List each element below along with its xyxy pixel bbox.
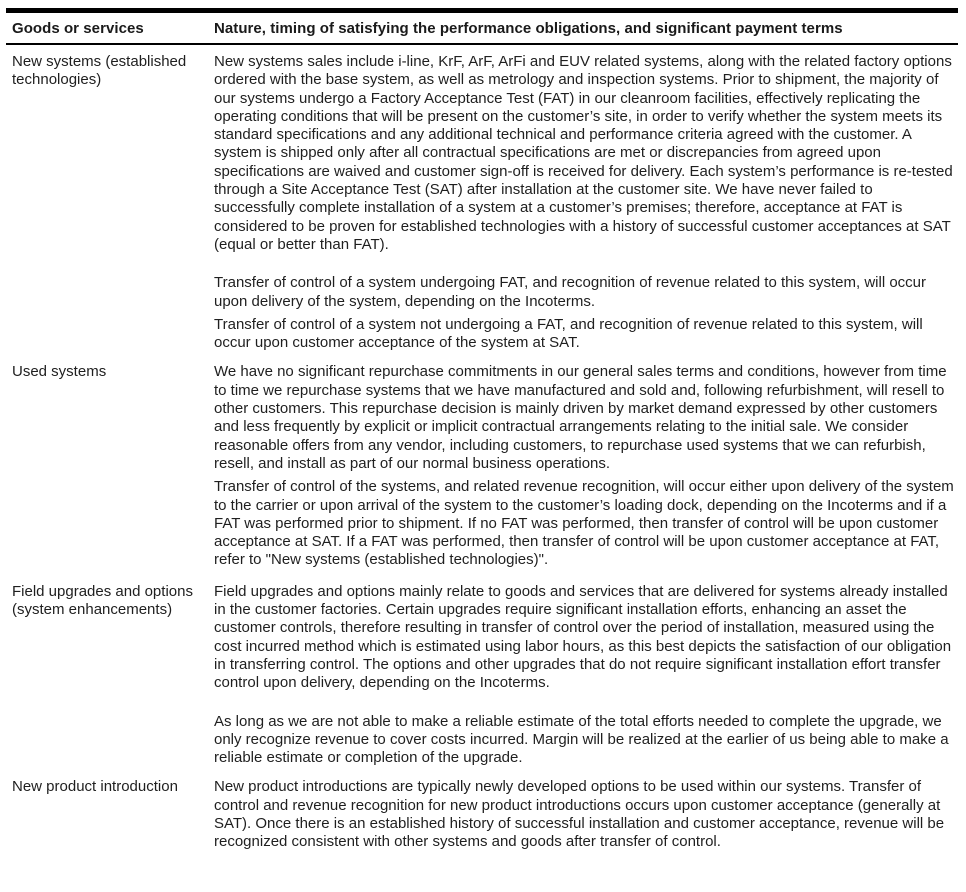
goods-cell: New product introduction [12, 778, 178, 796]
table-row-new-systems [6, 44, 958, 352]
goods-cell: New systems (established technologies) [12, 53, 187, 89]
table-row-used-systems [6, 352, 958, 569]
nature-cell [210, 44, 958, 352]
paragraph: Transfer of control of a system not undergoing a FAT, and recognition of revenue related to this system, will occur upon customer acceptance of the system at SAT. [214, 315, 923, 352]
column-header-nature: Nature, timing of satisfying the performance obligations, and significant payment terms [210, 11, 958, 45]
paragraph: Transfer of control of a system undergoing FAT, and recognition of revenue related to this system, will occur upon delivery of the system, depending on the Incoterms. [214, 274, 927, 310]
table-header [6, 11, 958, 45]
paragraph: Field upgrades and options mainly relate to goods and services that are delivered for systems already installed in the customer factories. Certain upgrades require significant installation efforts, enhancing an asset the customer controls, therefore resulting in transfer of control over the period of installation, measured using the cost incurred method which is estimated using labor hours, as this best depicts the satisfaction of our obligation in transferring control. The options and other upgrades that do not require significant installation effort transfer control upon delivery, depending on the Incoterms. [214, 582, 952, 692]
header-row [6, 11, 958, 45]
paragraph: We have no significant repurchase commitments in our general sales terms and conditions, however from time to time we repurchase systems that we have manufactured and sold and, following refurbishment, will resell to other customers. This repurchase decision is mainly driven by market demand expressed by other customers and less frequently by explicit or implicit contractual arrangements relating to the initial sale. We consider reasonable offers from any vendor, including customers, to repurchase used systems that we can refurbish, resell, and install as part of our normal business operations. [214, 363, 947, 472]
performance-obligations-table [6, 8, 958, 852]
nature-cell [210, 352, 958, 569]
table-row-new-product-introduction [6, 767, 958, 851]
table-body [6, 44, 958, 852]
nature-cell [210, 767, 958, 851]
goods-cell: Used systems [12, 363, 107, 381]
nature-cell [210, 570, 958, 768]
table-row-field-upgrades [6, 570, 958, 768]
paragraph: Transfer of control of the systems, and related revenue recognition, will occur either upon delivery of the system to the carrier or upon arrival of the system to the customer’s loading dock, depending on the Incoterms and if a FAT was performed prior to shipment. If no FAT was performed, then transfer of control will be upon customer acceptance at SAT. If a FAT was performed, then transfer of control will be upon customer acceptance at FAT, refer to "New systems (established technologies)". [214, 478, 954, 569]
goods-cell: Field upgrades and options (system enhancements) [12, 582, 193, 619]
paragraph: New systems sales include i-line, KrF, ArF, ArFi and EUV related systems, along with the related factory options ordered with the base system, as well as metrology and inspection systems. Prior to shipment, the majority of our systems undergo a Factory Acceptance Test (FAT) in our cleanroom facilities, effectively replicating the operating conditions that will be present on the customer’s site, in order to verify whether the system meets its standard specifications and any additional technical and performance criteria agreed with the customer. A system is shipped only after all contractual specifications are met or discrepancies from agreed upon specifications are waived and customer sign-off is received for delivery. Each system’s performance is re-tested through a Site Acceptance Test (SAT) after installation at the customer site. We have never failed to successfully complete installation of a system at a customer’s premises; therefore, acceptance at FAT is considered to be proven for established technologies with a history of successful customer acceptances at SAT (equal or better than FAT). [214, 53, 953, 253]
column-header-goods: Goods or services [6, 11, 210, 45]
paragraph: New product introductions are typically newly developed options to be used within our systems. Transfer of control and revenue recognition for new product introductions occurs upon customer acceptance (generally at SAT). Once there is an established history of successful installation and customer acceptance, revenue will be recognized consistent with other systems and goods after transfer of control. [214, 778, 945, 851]
paragraph: As long as we are not able to make a reliable estimate of the total efforts needed to complete the upgrade, we only recognize revenue to cover costs incurred. Margin will be realized at the earlier of us being able to make a reliable estimate or completion of the upgrade. [214, 712, 949, 767]
